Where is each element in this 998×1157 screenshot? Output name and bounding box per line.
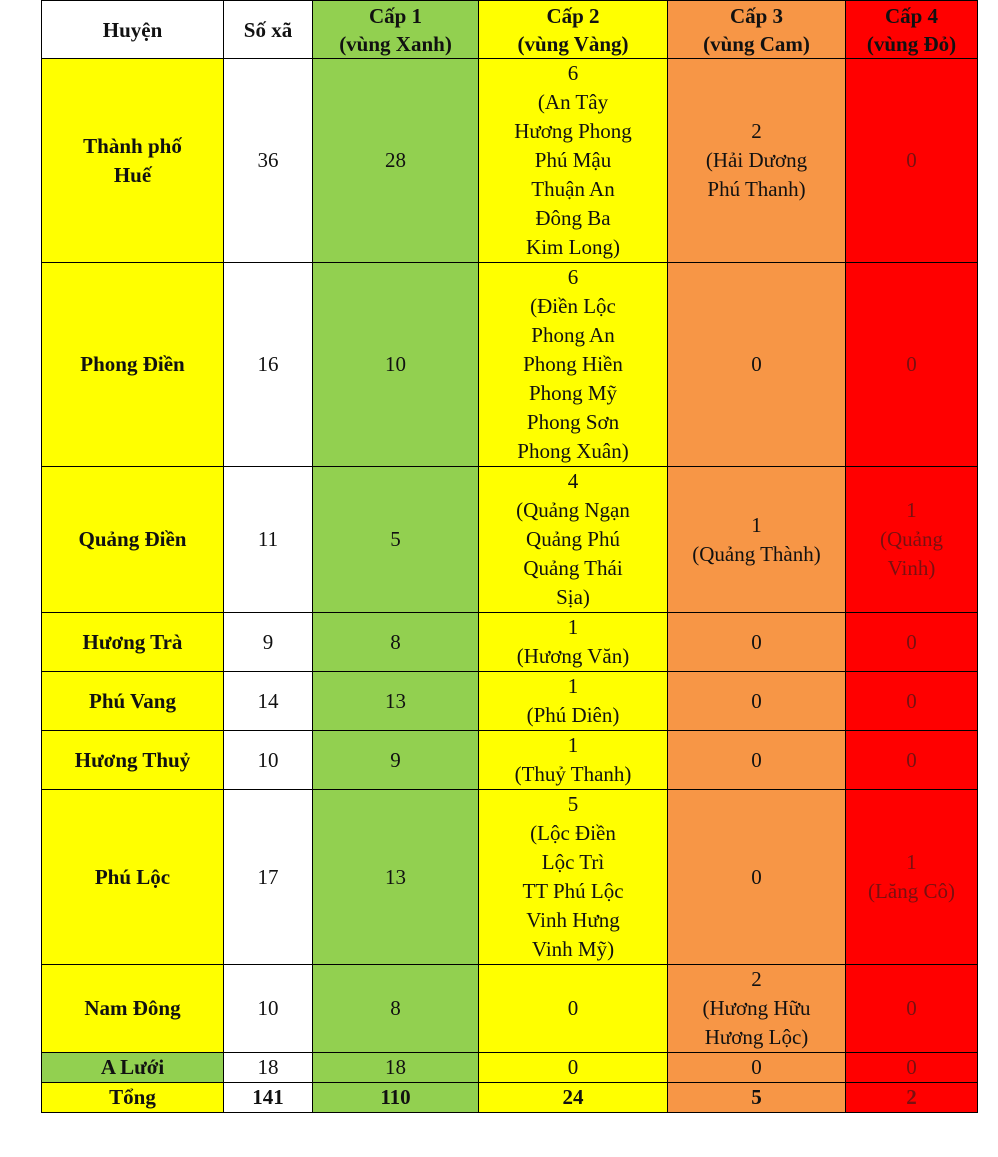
level1-cell: 10 (313, 263, 479, 467)
total-level1: 110 (313, 1083, 479, 1113)
level3-cell: 0 (668, 613, 846, 672)
level3-cell: 0 (668, 790, 846, 965)
level3-cell: 0 (668, 731, 846, 790)
level2-cell: 6 (Điền Lộc Phong An Phong Hiền Phong Mỹ Phong Sơn Phong Xuân) (479, 263, 668, 467)
level1-cell: 18 (313, 1053, 479, 1083)
level2-cell: 1 (Thuỷ Thanh) (479, 731, 668, 790)
level4-cell: 0 (846, 1053, 978, 1083)
level2-cell: 5 (Lộc Điền Lộc Trì TT Phú Lộc Vinh Hưng Vinh Mỹ) (479, 790, 668, 965)
total-communes: 141 (224, 1083, 313, 1113)
level2-cell: 0 (479, 1053, 668, 1083)
level2-cell: 1 (Phú Diên) (479, 672, 668, 731)
level2-cell: 0 (479, 965, 668, 1053)
level4-cell: 1 (Quảng Vinh) (846, 467, 978, 613)
communes-cell: 9 (224, 613, 313, 672)
level3-cell: 2 (Hải Dương Phú Thanh) (668, 59, 846, 263)
level3-cell: 0 (668, 263, 846, 467)
level2-cell: 1 (Hương Văn) (479, 613, 668, 672)
district-cell: Hương Thuỷ (42, 731, 224, 790)
level3-cell: 0 (668, 672, 846, 731)
communes-cell: 36 (224, 59, 313, 263)
header-level2: Cấp 2 (vùng Vàng) (479, 1, 668, 59)
level3-cell: 0 (668, 1053, 846, 1083)
zone-level-table (41, 0, 978, 1113)
level1-cell: 8 (313, 613, 479, 672)
table-row (42, 1053, 978, 1083)
level1-cell: 28 (313, 59, 479, 263)
level4-cell: 1 (Lăng Cô) (846, 790, 978, 965)
table-row (42, 467, 978, 613)
total-level4: 2 (846, 1083, 978, 1113)
level4-cell: 0 (846, 263, 978, 467)
communes-cell: 17 (224, 790, 313, 965)
communes-cell: 14 (224, 672, 313, 731)
total-row (42, 1083, 978, 1113)
district-cell: Hương Trà (42, 613, 224, 672)
district-cell: Phú Lộc (42, 790, 224, 965)
header-level3: Cấp 3 (vùng Cam) (668, 1, 846, 59)
total-level3: 5 (668, 1083, 846, 1113)
level4-cell: 0 (846, 672, 978, 731)
table-row (42, 613, 978, 672)
level1-cell: 13 (313, 790, 479, 965)
district-cell: Quảng Điền (42, 467, 224, 613)
level1-cell: 13 (313, 672, 479, 731)
district-cell: Phú Vang (42, 672, 224, 731)
level1-cell: 5 (313, 467, 479, 613)
level1-cell: 9 (313, 731, 479, 790)
communes-cell: 11 (224, 467, 313, 613)
level4-cell: 0 (846, 59, 978, 263)
table-row (42, 672, 978, 731)
communes-cell: 18 (224, 1053, 313, 1083)
level4-cell: 0 (846, 965, 978, 1053)
table-row (42, 965, 978, 1053)
communes-cell: 10 (224, 731, 313, 790)
district-cell: Nam Đông (42, 965, 224, 1053)
table-row (42, 59, 978, 263)
district-cell: Thành phố Huế (42, 59, 224, 263)
table-row (42, 731, 978, 790)
district-cell: Phong Điền (42, 263, 224, 467)
total-label: Tổng (42, 1083, 224, 1113)
communes-cell: 16 (224, 263, 313, 467)
header-district: Huyện (42, 1, 224, 59)
district-cell: A Lưới (42, 1053, 224, 1083)
level4-cell: 0 (846, 731, 978, 790)
communes-cell: 10 (224, 965, 313, 1053)
header-level4: Cấp 4 (vùng Đỏ) (846, 1, 978, 59)
table-row (42, 790, 978, 965)
header-level1: Cấp 1 (vùng Xanh) (313, 1, 479, 59)
header-communes: Số xã (224, 1, 313, 59)
level2-cell: 6 (An Tây Hương Phong Phú Mậu Thuận An Đông Ba Kim Long) (479, 59, 668, 263)
level4-cell: 0 (846, 613, 978, 672)
table-row (42, 263, 978, 467)
level2-cell: 4 (Quảng Ngạn Quảng Phú Quảng Thái Sịa) (479, 467, 668, 613)
level3-cell: 1 (Quảng Thành) (668, 467, 846, 613)
total-level2: 24 (479, 1083, 668, 1113)
level1-cell: 8 (313, 965, 479, 1053)
level3-cell: 2 (Hương Hữu Hương Lộc) (668, 965, 846, 1053)
header-row (42, 1, 978, 59)
